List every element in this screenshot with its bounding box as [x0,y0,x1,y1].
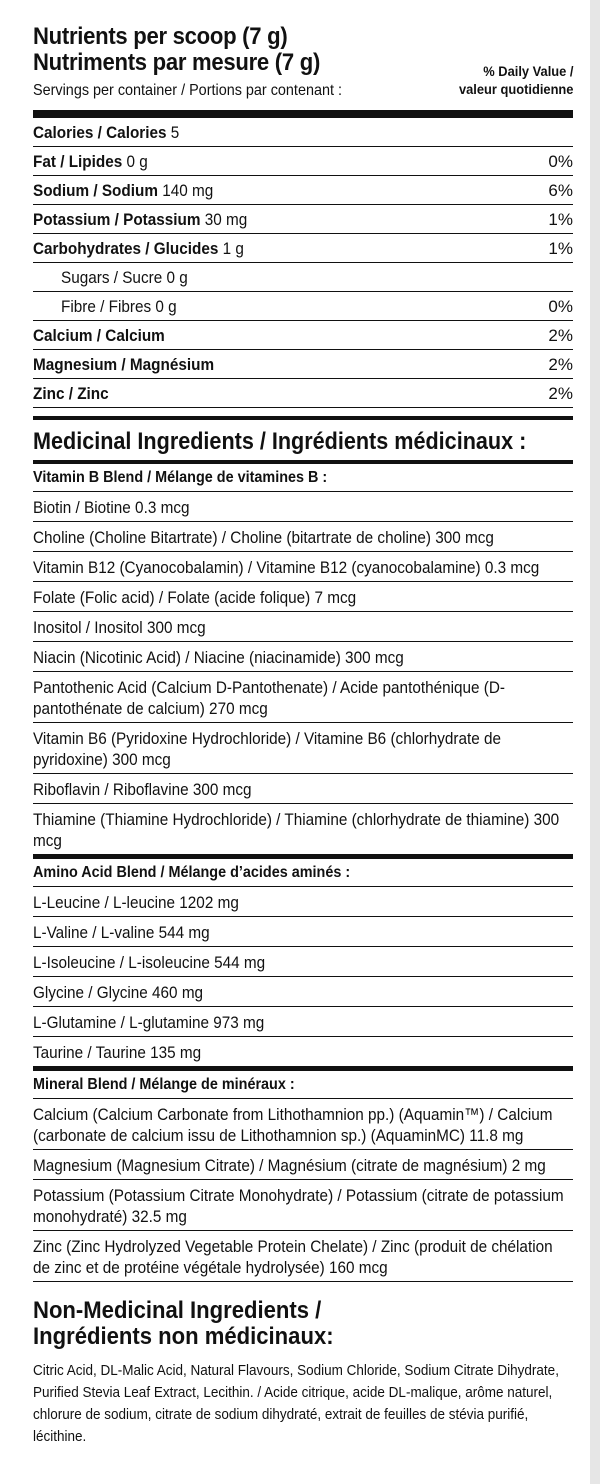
ingredient-row [33,723,573,774]
nutrient-name: Calcium / Calcium [33,326,165,345]
medicinal-title: Medicinal Ingredients / Ingrédients médicinaux : [33,428,527,455]
nutrient-row [33,379,573,408]
ingredient-row [33,492,573,522]
non-medicinal-title-en: Non-Medicinal Ingredients / [33,1297,322,1324]
ingredient-row [33,1007,573,1037]
nutrient-name: Zinc / Zinc [33,384,109,403]
nutrient-row [33,234,573,263]
nutrient-daily-value: 1% [548,239,573,258]
nutrient-daily-value: 2% [548,384,573,403]
nutrient-amount: 5 [170,123,180,142]
nutrient-row [33,263,573,292]
ingredient-row [33,642,573,672]
nutrient-daily-value: 6% [548,181,573,200]
ingredient-row [33,947,573,977]
ingredient-text: Choline (Choline Bitartrate) / Choline (bitartrate de choline) 300 mcg [33,528,494,547]
ingredient-text: Calcium (Calcium Carbonate from Lithothamnion pp.) (Aquamin™) / Calcium (carbonate de calcium issu de Lithothamnion sp.) (AquaminMC) 11.8 mg [33,1105,553,1145]
ingredient-text: Potassium (Potassium Citrate Monohydrate) / Potassium (citrate de potassium monohydraté) 32.5 mg [33,1186,564,1226]
label-content [33,24,573,1448]
ingredient-row [33,804,573,855]
nutrient-table [33,118,573,408]
amino-list [33,887,573,1067]
ingredient-row [33,977,573,1007]
ingredient-text: L-Valine / L-valine 544 mg [33,923,210,942]
nutrient-name: Fat / Lipides [33,152,123,171]
nutrient-row [33,118,573,147]
nutrient-name: Calories / Calories [33,123,167,142]
ingredient-text: Glycine / Glycine 460 mg [33,983,204,1002]
nutrient-row [33,147,573,176]
ingredient-text: Inositol / Inositol 300 mcg [33,618,206,637]
non-medicinal-list: Citric Acid, DL-Malic Acid, Natural Flavours, Sodium Chloride, Sodium Citrate Dihydrate, Purified Stevia Leaf Extract, Lecithin. / Acide citrique, acide DL-malique, arôme naturel, chlorure de sodium, citrate de sodium dihydraté, extrait de feuilles de stévia purifié, lécithine. [33,1362,559,1445]
ingredient-text: Niacin (Nicotinic Acid) / Niacine (niacinamide) 300 mcg [33,648,404,667]
ingredient-text: Folate (Folic acid) / Folate (acide folique) 7 mcg [33,588,357,607]
ingredient-text: Taurine / Taurine 135 mg [33,1043,202,1062]
ingredient-row [33,774,573,804]
nutrient-name: Sodium / Sodium [33,181,158,200]
nutrient-amount: 30 mg [204,210,248,229]
nutrient-daily-value: 0% [548,152,573,171]
nutrient-amount: 0 g [126,152,148,171]
vitamin-blend-heading: Vitamin B Blend / Mélange de vitamines B : [33,464,573,492]
nutrient-daily-value: 2% [548,326,573,345]
ingredient-row [33,672,573,723]
ingredient-row [33,552,573,582]
ingredient-text: Magnesium (Magnesium Citrate) / Magnésium (citrate de magnésium) 2 mg [33,1156,546,1175]
nutrient-name: Magnesium / Magnésium [33,355,215,374]
nutrient-amount: Sugars / Sucre 0 g [61,268,188,287]
ingredient-text: Thiamine (Thiamine Hydrochloride) / Thiamine (chlorhydrate de thiamine) 300 mcg [33,810,560,850]
ingredient-row [33,612,573,642]
nutrient-amount: Fibre / Fibres 0 g [61,297,177,316]
thick-rule [33,110,573,118]
ingredient-row [33,917,573,947]
ingredient-text: Pantothenic Acid (Calcium D-Pantothenate) / Acide pantothénique (D-pantothénate de calcium) 270 mcg [33,678,506,718]
non-medicinal-title-fr: Ingrédients non médicinaux: [33,1323,334,1350]
nutrient-row [33,176,573,205]
ingredient-row [33,1180,573,1231]
nutrient-row [33,321,573,350]
ingredient-text: Biotin / Biotine 0.3 mcg [33,498,190,517]
ingredient-text: Zinc (Zinc Hydrolyzed Vegetable Protein Chelate) / Zinc (produit de chélation de zinc et de protéine végétale hydrolysée) 160 mcg [33,1237,553,1277]
nutrient-row [33,205,573,234]
daily-value-heading [458,62,573,98]
ingredient-text: Vitamin B12 (Cyanocobalamin) / Vitamine B12 (cyanocobalamine) 0.3 mcg [33,558,540,577]
ingredient-row [33,522,573,552]
ingredient-row [33,1099,573,1150]
ingredient-text: L-Glutamine / L-glutamine 973 mg [33,1013,265,1032]
mineral-list [33,1099,573,1282]
ingredient-row [33,1231,573,1282]
header-row [33,63,573,110]
ingredient-text: L-Isoleucine / L-isoleucine 544 mg [33,953,266,972]
ingredient-row [33,1150,573,1180]
nutrient-name: Potassium / Potassium [33,210,201,229]
ingredient-text: Riboflavin / Riboflavine 300 mcg [33,780,252,799]
nutrient-daily-value: 0% [548,297,573,316]
title-en: Nutrients per scoop (7 g) [33,23,288,50]
servings-text: Servings per container / Portions par contenant : [33,82,342,99]
mineral-blend-heading: Mineral Blend / Mélange de minéraux : [33,1071,573,1099]
ingredient-row [33,1037,573,1067]
vitamin-list [33,492,573,855]
nutrient-row [33,350,573,379]
dv-line-1: % Daily Value / [482,63,573,79]
nutrient-daily-value: 1% [548,210,573,229]
nutrient-amount: 140 mg [162,181,214,200]
nutrient-name: Carbohydrates / Glucides [33,239,219,258]
amino-blend-heading: Amino Acid Blend / Mélange d’acides aminés : [33,859,573,887]
ingredient-text: Vitamin B6 (Pyridoxine Hydrochloride) / Vitamine B6 (chlorhydrate de pyridoxine) 300 mcg [33,729,502,769]
ingredient-row [33,582,573,612]
nutrient-row [33,292,573,321]
right-edge-strip [590,0,600,1484]
dv-line-2: valeur quotidienne [458,81,573,97]
title-fr: Nutriments par mesure (7 g) [33,49,321,76]
ingredient-row [33,887,573,917]
nutrient-amount: 1 g [222,239,244,258]
nutrient-daily-value: 2% [548,355,573,374]
ingredient-text: L-Leucine / L-leucine 1202 mg [33,893,239,912]
